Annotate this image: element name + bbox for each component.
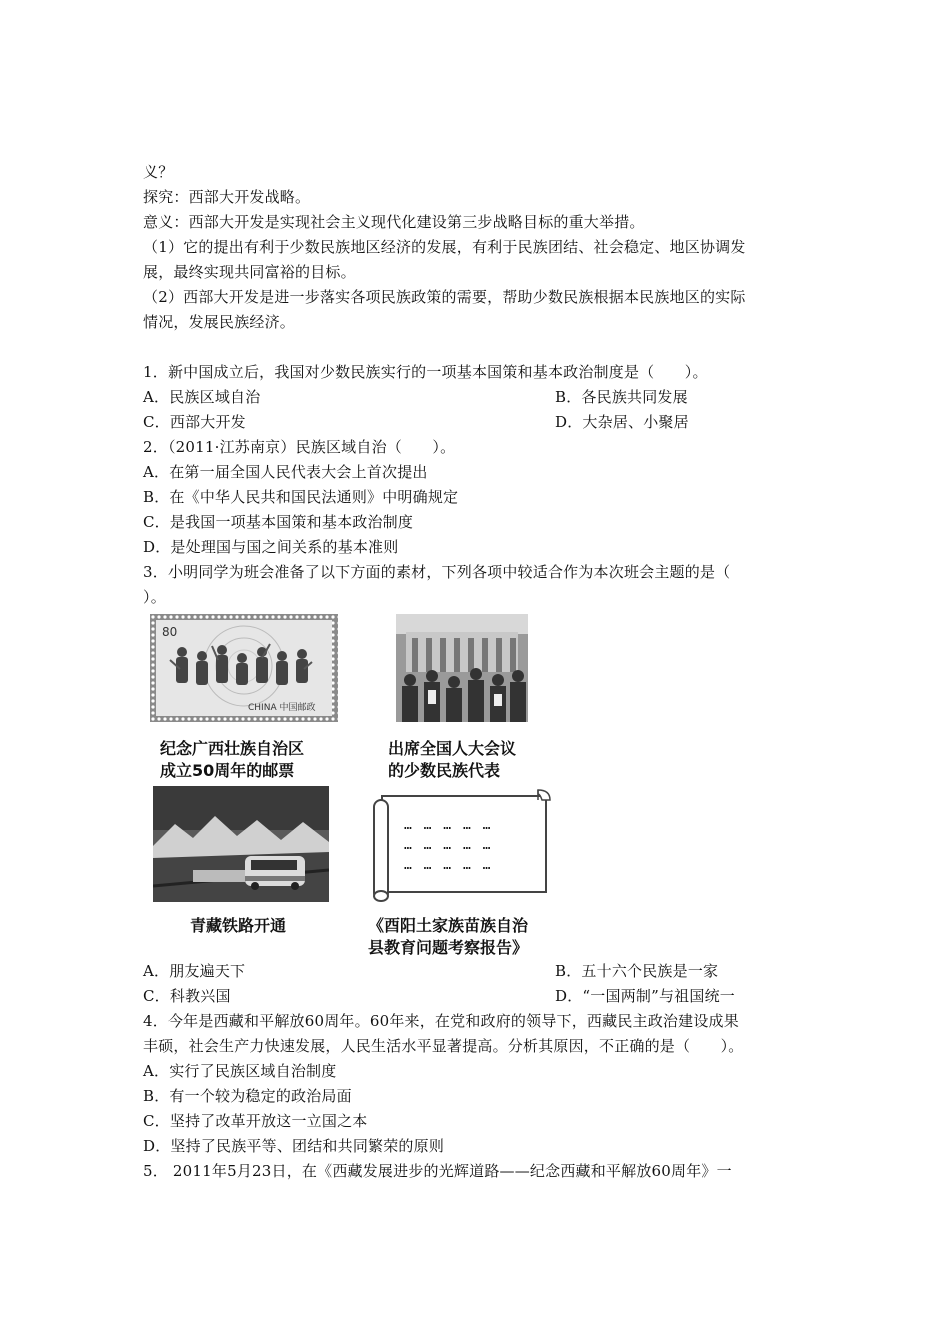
option-d: D．坚持了民族平等、团结和共同繁荣的原则 (143, 1137, 445, 1155)
railway-photo (153, 786, 329, 902)
question-3-options (143, 961, 813, 981)
caption-stamp-line1: 纪念广西壮族自治区 (160, 739, 305, 758)
question-3-options (143, 986, 813, 1006)
stamp-image (150, 614, 338, 722)
question-3-stem-continued: ）。 (143, 588, 166, 606)
option-d: D．是处理国与国之间关系的基本准则 (143, 538, 399, 556)
option-a: A．在第一届全国人民代表大会上首次提出 (143, 463, 428, 481)
caption-delegates-line1: 出席全国人大会议 (388, 739, 517, 758)
question-5-stem: 5． 2011年5月23日，在《西藏发展进步的光辉道路——纪念西藏和平解放60周年》一 (143, 1162, 732, 1180)
caption-report-line2: 县教育问题考察报告》 (368, 938, 529, 957)
question-1-stem: 1．新中国成立后，我国对少数民族实行的一项基本国策和基本政治制度是（ ）。 (143, 363, 708, 381)
stamp-country: CHINA 中国邮政 (248, 703, 316, 713)
intro-line: 意义：西部大开发是实现社会主义现代化建设第三步战略目标的重大举措。 (143, 213, 645, 231)
option-c: C．坚持了改革开放这一立国之本 (143, 1112, 368, 1130)
option-a: A．朋友遍天下 (143, 962, 246, 980)
intro-line: （1）它的提出有利于少数民族地区经济的发展，有利于民族团结、社会稳定、地区协调发 (143, 238, 746, 256)
option-d: D．大杂居、小聚居 (555, 413, 689, 431)
option-d: D．“一国两制”与祖国统一 (555, 987, 735, 1005)
question-1-options (143, 387, 813, 407)
option-c: C．西部大开发 (143, 413, 246, 431)
option-c: C．科教兴国 (143, 987, 231, 1005)
intro-line: 情况，发展民族经济。 (143, 313, 296, 331)
option-a: A．民族区域自治 (143, 388, 261, 406)
caption-stamp-line2: 成立50周年的邮票 (160, 761, 295, 780)
question-2-stem: 2．（2011·江苏南京）民族区域自治（ ）。 (143, 438, 456, 456)
question-3-stem: 3．小明同学为班会准备了以下方面的素材，下列各项中较适合作为本次班会主题的是（ (143, 563, 731, 581)
option-b: B．五十六个民族是一家 (555, 962, 719, 980)
question-4-stem: 4．今年是西藏和平解放60周年。60年来，在党和政府的领导下，西藏民主政治建设成果 (143, 1012, 739, 1030)
option-b: B．各民族共同发展 (555, 388, 688, 406)
question-1-options (143, 412, 813, 432)
caption-report-line1: 《酉阳土家族苗族自治 (368, 916, 529, 935)
stamp-value: 80 (162, 625, 178, 639)
caption-delegates-line2: 的少数民族代表 (388, 761, 501, 780)
intro-line: 探究：西部大开发战略。 (143, 188, 311, 206)
scroll-dots: … … … … … (404, 858, 493, 873)
option-a: A．实行了民族区域自治制度 (143, 1062, 337, 1080)
question-4-stem-continued: 丰硕，社会生产力快速发展，人民生活水平显著提高。分析其原因，不正确的是（ ）。 (143, 1037, 744, 1055)
scroll-dots: … … … … … (404, 818, 493, 833)
option-b: B．有一个较为稳定的政治局面 (143, 1087, 352, 1105)
caption-railway: 青藏铁路开通 (190, 916, 287, 935)
intro-line: 义？ (143, 163, 174, 181)
scroll-dots: … … … … … (404, 838, 493, 853)
option-c: C．是我国一项基本国策和基本政治制度 (143, 513, 414, 531)
intro-line: （2）西部大开发是进一步落实各项民族政策的需要，帮助少数民族根据本民族地区的实际 (143, 288, 746, 306)
option-b: B．在《中华人民共和国民法通则》中明确规定 (143, 488, 459, 506)
intro-line: 展，最终实现共同富裕的目标。 (143, 263, 356, 281)
delegates-photo (396, 614, 528, 722)
